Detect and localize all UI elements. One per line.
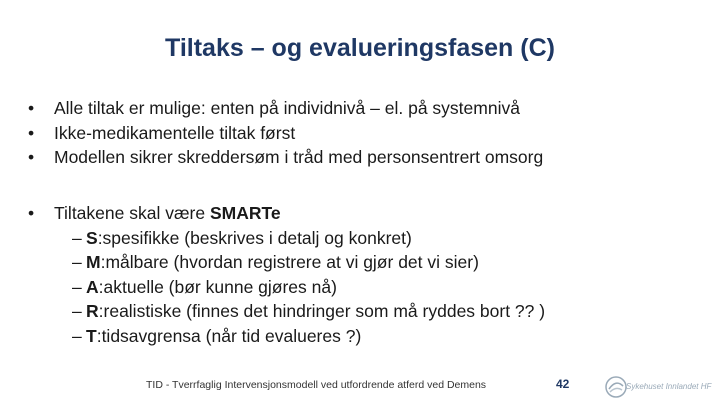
smart-lead-item <box>28 201 708 226</box>
logo-text: Sykehuset Innlandet HF <box>626 382 712 391</box>
smart-letter: S <box>86 227 98 248</box>
smart-text: :aktuelle (bør kunne gjøres nå) <box>98 276 337 297</box>
smart-text: :tidsavgrensa (når tid evalueres ?) <box>96 325 362 346</box>
smart-item-t <box>28 324 708 349</box>
smart-letter: T <box>86 325 97 346</box>
bullet-item: • Alle tiltak er mulige: enten på individnivå – el. på systemnivå <box>28 96 708 121</box>
dash-marker: – <box>72 252 82 272</box>
bullet-item: • Ikke-medikamentelle tiltak først <box>28 121 708 146</box>
bullet-item: • Modellen sikrer skreddersøm i tråd med personsentrert omsorg <box>28 145 708 170</box>
page-number: 42 <box>556 377 570 391</box>
footer-text: TID - Tverrfaglig Intervensjonsmodell ved utfordrende atferd ved Demens <box>146 379 487 391</box>
dash-marker: – <box>72 325 82 346</box>
dash-marker: – <box>72 301 82 321</box>
smart-lead-text: Tiltakene skal være <box>54 203 210 223</box>
smart-letter: M <box>86 252 101 272</box>
dash-marker: – <box>72 227 82 248</box>
bullet-list-general <box>28 96 708 170</box>
slide-title: Tiltaks – og evalueringsfasen (C) <box>165 34 555 62</box>
dash-marker: – <box>72 276 82 297</box>
smart-item-s <box>28 226 708 251</box>
smart-text: :målbare (hvordan registrere at vi gjør det vi sier) <box>100 252 479 272</box>
smart-text: :spesifikke (beskrives i detalj og konkret) <box>97 227 412 248</box>
bullet-list-smart <box>28 201 708 348</box>
smart-text: :realistiske (finnes det hindringer som må ryddes bort ?? ) <box>98 301 546 321</box>
smart-lead-bold: SMARTe <box>209 203 281 223</box>
smart-item-r <box>28 299 708 324</box>
smart-item-m <box>28 250 708 275</box>
smart-item-a <box>28 275 708 300</box>
smart-letter: R <box>86 301 99 321</box>
smart-letter: A <box>86 276 99 297</box>
